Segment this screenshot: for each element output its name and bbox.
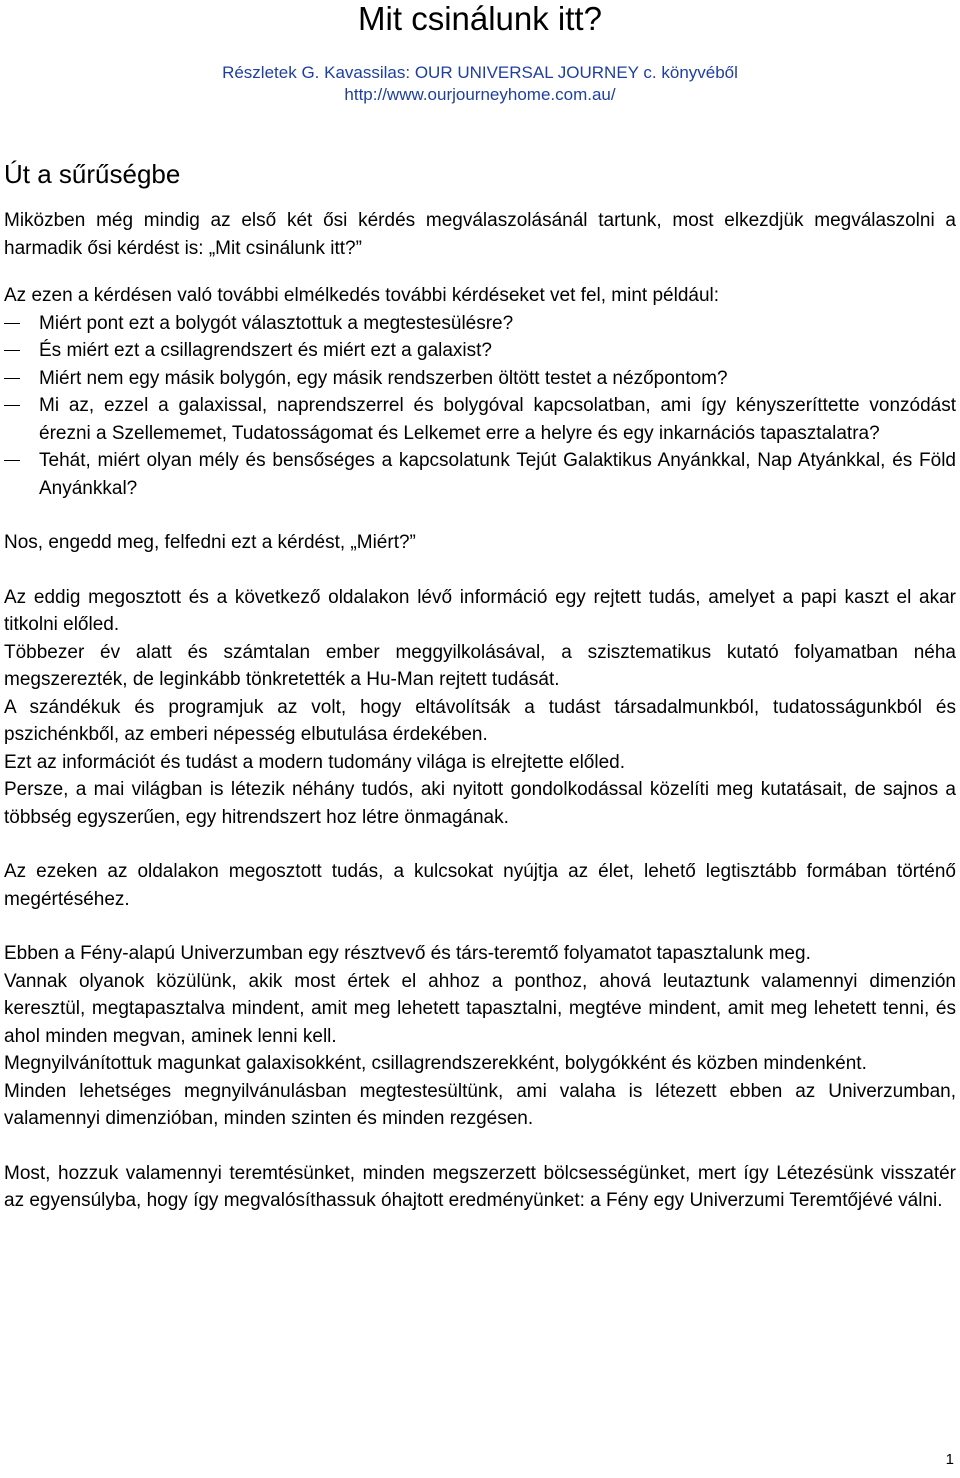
paragraph: Többezer év alatt és számtalan ember meggyilkolásával, a szisztematikus kutató folyamatban néha megszerezték, de leginkább tönkretették a Hu-Man rejtett tudását. (4, 641, 956, 690)
intro-paragraph: Miközben még mindig az első két ősi kérdés megválaszolásánál tartunk, most elkezdjük megválaszolni a harmadik ősi kérdést is: „Mit csinálunk itt?” (4, 210, 956, 259)
source-url[interactable]: http://www.ourjourneyhome.com.au/ (344, 85, 616, 104)
dash-bullet-icon (4, 378, 20, 379)
universe-block (4, 940, 956, 1133)
paragraph: Ezt az információt és tudást a modern tudomány világa is elrejtette előled. (4, 751, 625, 773)
page-title: Mit csinálunk itt? (358, 0, 602, 37)
closing-paragraph: Most, hozzuk valamennyi teremtésünket, minden megszerzett bölcsességünket, mert így Létezésünk visszatér az egyensúlyba, hogy így megvalósíthassuk óhajtott eredményünket: a Fény egy Univerzumi Teremtőjévé válni. (4, 1162, 956, 1211)
paragraph: A szándékuk és programjuk az volt, hogy eltávolítsák a tudást társadalmunkból, tudatosságunkból és pszichénkből, az emberi népesség elbutulása érdekében. (4, 696, 956, 745)
list-item-text: És miért ezt a csillagrendszert és miért ezt a galaxist? (39, 340, 493, 361)
hidden-knowledge-block (4, 584, 956, 832)
list-item-text: Miért pont ezt a bolygót választottuk a megtestesülésre? (39, 312, 514, 334)
list-item (4, 447, 956, 502)
paragraph: Megnyilvánítottuk magunkat galaxisokként, csillagrendszerekként, bolygókként és közben mindenként. (4, 1053, 867, 1074)
paragraph: Ebben a Fény-alapú Univerzumban egy résztvevő és társ-teremtő folyamatot tapasztalunk meg. (4, 943, 811, 964)
list-item (4, 337, 956, 365)
list-item (4, 310, 956, 338)
dash-bullet-icon (4, 350, 20, 351)
why-paragraph: Nos, engedd meg, felfedni ezt a kérdést, „Miért?” (4, 532, 416, 553)
questions-list (4, 310, 956, 503)
dash-bullet-icon (4, 405, 20, 406)
paragraph: Persze, a mai világban is létezik néhány tudós, aki nyitott gondolkodással közelíti meg kutatásait, de sajnos a többség egyszerűen, egy hitrendszert hoz létre önmagának. (4, 779, 956, 828)
document-page (4, 0, 956, 1215)
paragraph: Minden lehetséges megnyilvánulásban megtestesültünk, ami valaha is létezett ebben az Univerzumban, valamennyi dimenzióban, minden szinten és minden rezgésen. (4, 1080, 956, 1129)
paragraph: Vannak olyanok közülünk, akik most értek el ahhoz a ponthoz, ahová leutaztunk valamennyi dimenzión keresztül, megtapasztalva mindent, amit meg lehetett tapasztalni, megtéve mindent, amit meg lehetett tenni, és ahol minden megvan, aminek lenni kell. (4, 970, 956, 1047)
list-item-text: Miért nem egy másik bolygón, egy másik rendszerben öltött testet a nézőpontom? (39, 367, 728, 389)
paragraph: Az eddig megosztott és a következő oldalakon lévő információ egy rejtett tudás, amelyet a papi kaszt el akar titkolni előled. (4, 586, 956, 635)
list-item (4, 365, 956, 393)
section-heading: Út a sűrűségbe (4, 159, 181, 189)
source-line: Részletek G. Kavassilas: OUR UNIVERSAL JOURNEY c. könyvéből (222, 63, 738, 82)
dash-bullet-icon (4, 323, 20, 324)
page-number: 1 (945, 1451, 954, 1468)
list-item-text: Mi az, ezzel a galaxissal, naprendszerrel és bolygóval kapcsolatban, ami így kényszeríttette vonzódást érezni a Szellememet, Tudatosságomat és Lelkemet erre a helyre és egy inkarnációs tapasztalatra? (39, 395, 956, 444)
list-item-text: Tehát, miért olyan mély és bensőséges a kapcsolatunk Tejút Galaktikus Anyánkkal, Nap Atyánkkal, és Föld Anyánkkal? (39, 450, 956, 499)
list-item (4, 392, 956, 447)
dash-bullet-icon (4, 460, 20, 461)
keys-paragraph: Az ezeken az oldalakon megosztott tudás, a kulcsokat nyújtja az élet, lehető legtisztább formában történő megértéséhez. (4, 861, 956, 910)
questions-intro: Az ezen a kérdésen való további elmélkedés további kérdéseket vet fel, mint például: (4, 285, 720, 306)
